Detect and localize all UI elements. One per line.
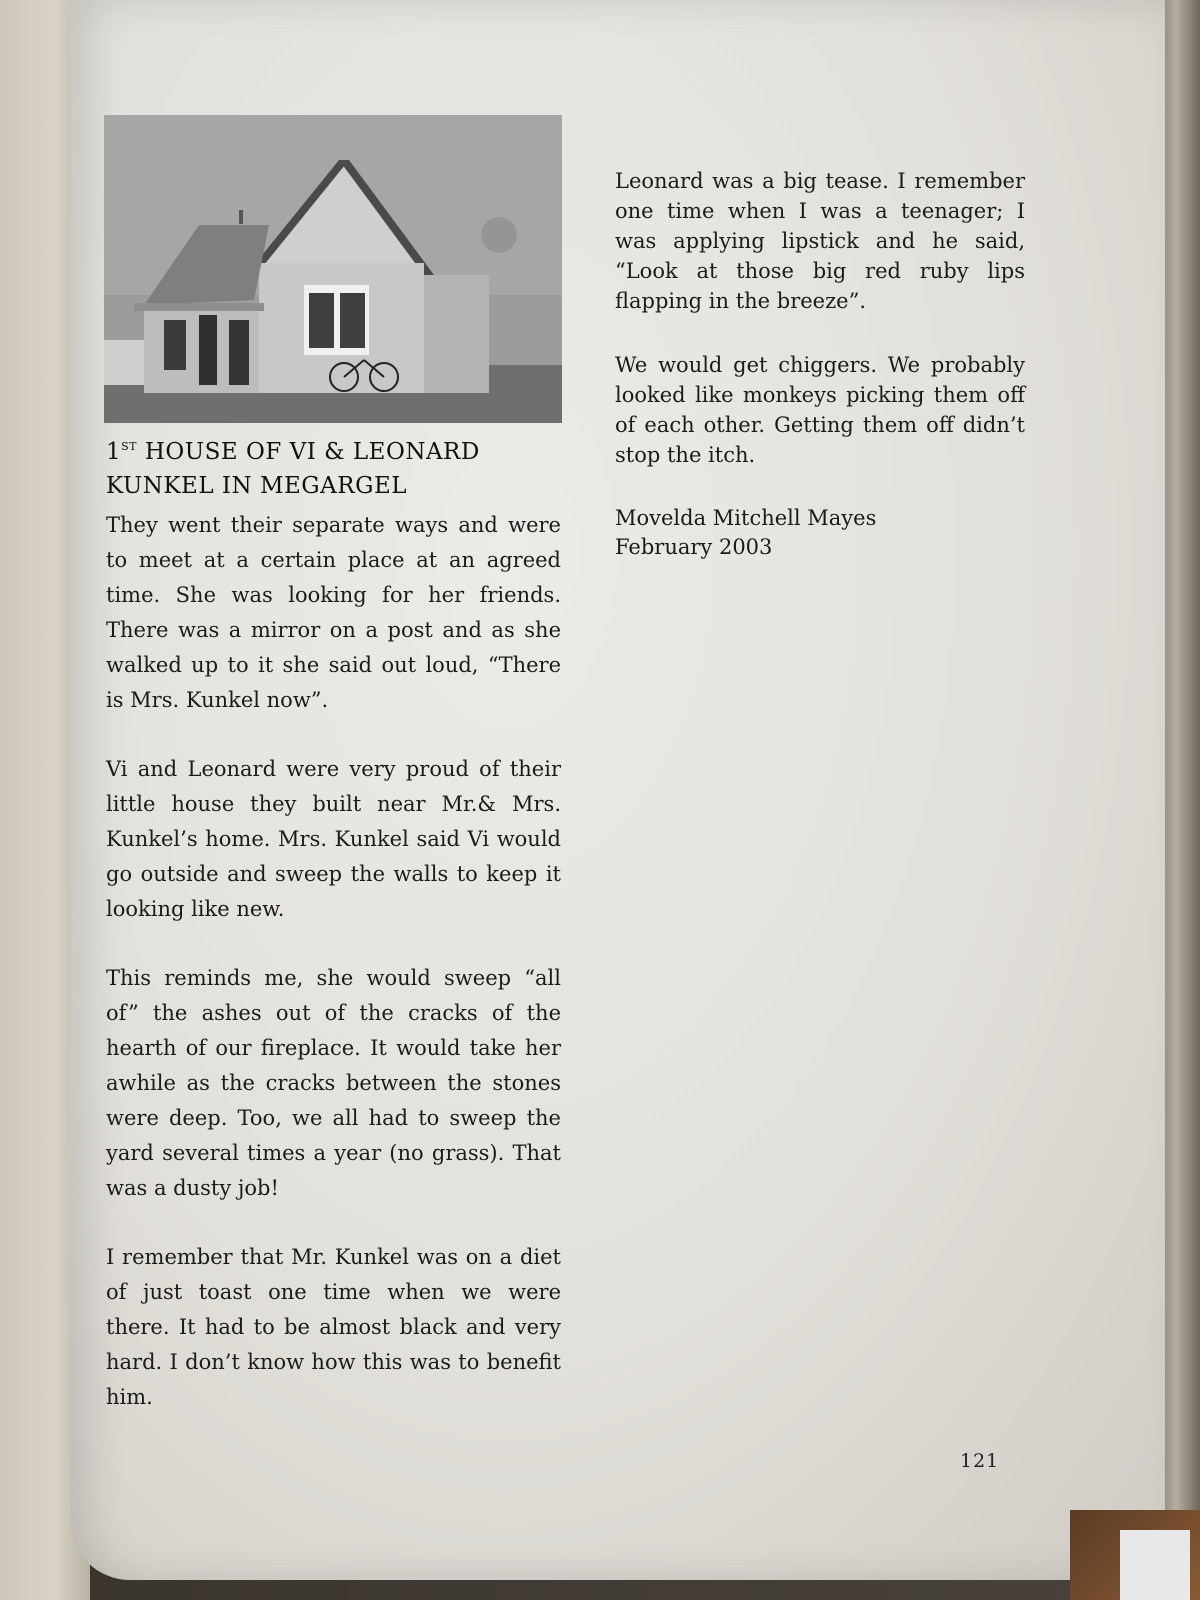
page-stack-edge	[1160, 0, 1200, 1600]
paragraph: We would get chiggers. We probably looked like monkeys picking them off of each other. Getting them off didn’t stop the itch.	[615, 353, 1025, 467]
signature-block	[615, 504, 1025, 562]
page-number: 121	[960, 1450, 1000, 1472]
left-text-column	[106, 508, 561, 1449]
signature-name: Movelda Mitchell Mayes	[615, 506, 877, 530]
caption-line-1	[106, 430, 566, 469]
signature-date: February 2003	[615, 535, 773, 559]
caption-ordinal-number: 1	[106, 439, 122, 465]
background-object	[1070, 1510, 1200, 1600]
book-page	[70, 0, 1165, 1580]
background-paper	[1120, 1530, 1190, 1600]
photo-caption	[106, 430, 566, 503]
caption-text-1: HOUSE OF VI & LEONARD	[144, 439, 480, 465]
paragraph: They went their separate ways and were to meet at a certain place at an agreed time. She was looking for her friends. There was a mirror on a post and as she walked up to it she said out loud, “There is Mrs. Kunkel now”.	[106, 513, 561, 712]
house-photo-illustration	[104, 115, 562, 423]
paragraph: I remember that Mr. Kunkel was on a diet of just toast one time when we were there. It had to be almost black and very hard. I don’t know how this was to benefit him.	[106, 1245, 561, 1409]
caption-line-2: KUNKEL IN MEGARGEL	[106, 473, 408, 499]
paragraph: Leonard was a big tease. I remember one time when I was a teenager; I was applying lipstick and he said, “Look at those big red ruby lips flapping in the breeze”.	[615, 169, 1025, 313]
paragraph: This reminds me, she would sweep “all of” the ashes out of the cracks of the hearth of our fireplace. It would take her awhile as the cracks between the stones were deep. Too, we all had to sweep the yard several times a year (no grass). That was a dusty job!	[106, 966, 561, 1200]
caption-ordinal-suffix: ST	[121, 440, 138, 453]
paragraph: Vi and Leonard were very proud of their little house they built near Mr.& Mrs. Kunkel’s home. Mrs. Kunkel said Vi would go outside and sweep the walls to keep it looking like new.	[106, 757, 561, 921]
right-text-column	[615, 166, 1025, 562]
house-photo	[104, 115, 562, 423]
